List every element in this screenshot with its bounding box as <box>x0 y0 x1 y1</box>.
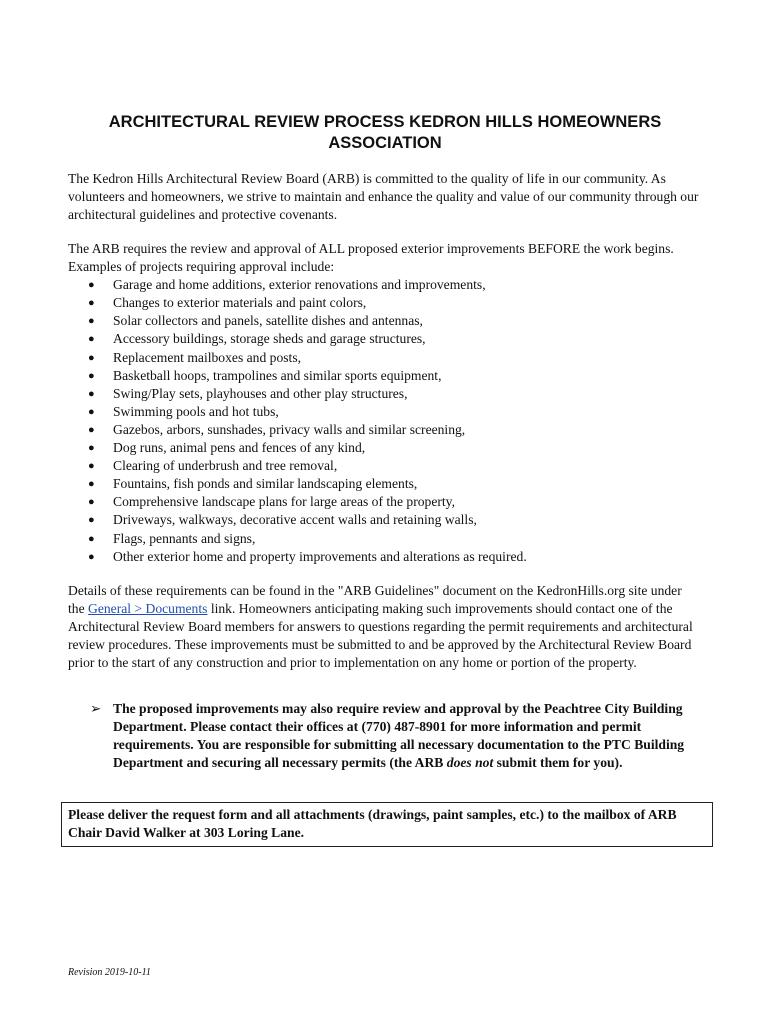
list-item <box>68 457 700 475</box>
list-item-text: Swing/Play sets, playhouses and other play structures, <box>113 385 408 401</box>
details-text-after: link. Homeowners anticipating making such improvements should contact one of the Architectural Review Board members for answers to questions regarding the permit requirements and architectural review procedures. These improvements must be submitted to and be approved by the Architectural Review Board prior to the start of any construction and prior to implementation on any home or portion of the property. <box>68 601 693 671</box>
delivery-box: Please deliver the request form and all attachments (drawings, paint samples, etc.) to the mailbox of ARB Chair David Walker at 303 Loring Lane. <box>61 802 713 847</box>
list-item-text: Gazebos, arbors, sunshades, privacy walls and similar screening, <box>113 421 466 437</box>
revision-label: Revision 2019-10-11 <box>68 967 151 978</box>
details-paragraph <box>68 582 700 672</box>
bullet-icon: ● <box>88 369 95 382</box>
list-item <box>68 367 700 385</box>
list-item <box>68 330 700 348</box>
project-list <box>68 276 700 566</box>
ptc-note-text <box>113 700 700 772</box>
bullet-icon: ● <box>88 460 95 473</box>
list-item <box>68 511 700 529</box>
bullet-icon: ● <box>88 297 95 310</box>
bullet-icon: ● <box>88 442 95 455</box>
list-item <box>68 312 700 330</box>
note-text-after: submit them for you). <box>493 755 623 771</box>
list-item-text: Comprehensive landscape plans for large areas of the property, <box>113 494 455 510</box>
requirements-section <box>68 240 700 566</box>
list-item-text: Basketball hoops, trampolines and similar sports equipment, <box>113 367 442 383</box>
bullet-icon: ● <box>88 550 95 563</box>
bullet-icon: ● <box>88 279 95 292</box>
requirements-paragraph: The ARB requires the review and approval of ALL proposed exterior improvements BEFORE the work begins. Examples of projects requiring approval include: <box>68 241 674 275</box>
list-item-text: Driveways, walkways, decorative accent walls and retaining walls, <box>113 512 477 528</box>
arrow-bullet-icon: ➢ <box>90 701 102 716</box>
bullet-icon: ● <box>88 532 95 545</box>
list-item-text: Solar collectors and panels, satellite dishes and antennas, <box>113 313 423 329</box>
list-item <box>68 475 700 493</box>
intro-paragraph: The Kedron Hills Architectural Review Board (ARB) is committed to the quality of life in our community. As volunteers and homeowners, we strive to maintain and enhance the quality and value of our community through our architectural guidelines and protective covenants. <box>68 171 699 223</box>
list-item <box>68 439 700 457</box>
list-item <box>68 276 700 294</box>
bullet-icon: ● <box>88 387 95 400</box>
list-item <box>68 548 700 566</box>
list-item-text: Other exterior home and property improvements and alterations as required. <box>113 548 527 564</box>
note-text-before: The proposed improvements may also require review and approval by the Peachtree City Building Department. Please contact their offices at (770) 487-8901 for more information and permit requirements. You are responsible for submitting all necessary documentation to the PTC Building Department and securing all necessary permits (the ARB <box>113 701 685 771</box>
list-item-text: Flags, pennants and signs, <box>113 530 256 546</box>
list-item <box>68 530 700 548</box>
ptc-note <box>90 700 700 772</box>
list-item <box>68 421 700 439</box>
documents-link[interactable]: General > Documents <box>88 601 208 617</box>
list-item <box>68 385 700 403</box>
list-item-text: Swimming pools and hot tubs, <box>113 403 279 419</box>
list-item-text: Accessory buildings, storage sheds and garage structures, <box>113 331 426 347</box>
list-item <box>68 493 700 511</box>
list-item-text: Replacement mailboxes and posts, <box>113 349 302 365</box>
bullet-icon: ● <box>88 478 95 491</box>
list-item-text: Clearing of underbrush and tree removal, <box>113 458 338 474</box>
list-item <box>68 403 700 421</box>
list-item-text: Fountains, fish ponds and similar landscaping elements, <box>113 476 418 492</box>
list-item-text: Changes to exterior materials and paint colors, <box>113 295 367 311</box>
bullet-icon: ● <box>88 351 95 364</box>
list-item <box>68 349 700 367</box>
list-item-text: Garage and home additions, exterior renovations and improvements, <box>113 277 486 293</box>
bullet-icon: ● <box>88 496 95 509</box>
bullet-icon: ● <box>88 333 95 346</box>
page-title: ARCHITECTURAL REVIEW PROCESS KEDRON HILLS HOMEOWNERS ASSOCIATION <box>108 113 662 152</box>
details-text-before: Details of these requirements can be found in the "ARB Guidelines" document on the KedronHills.org site under the <box>68 583 682 617</box>
bullet-icon: ● <box>88 423 95 436</box>
bullet-icon: ● <box>88 315 95 328</box>
bullet-icon: ● <box>88 405 95 418</box>
list-item <box>68 294 700 312</box>
list-item-text: Dog runs, animal pens and fences of any kind, <box>113 440 366 456</box>
note-emphasis: does not <box>446 755 494 771</box>
bullet-icon: ● <box>88 514 95 527</box>
